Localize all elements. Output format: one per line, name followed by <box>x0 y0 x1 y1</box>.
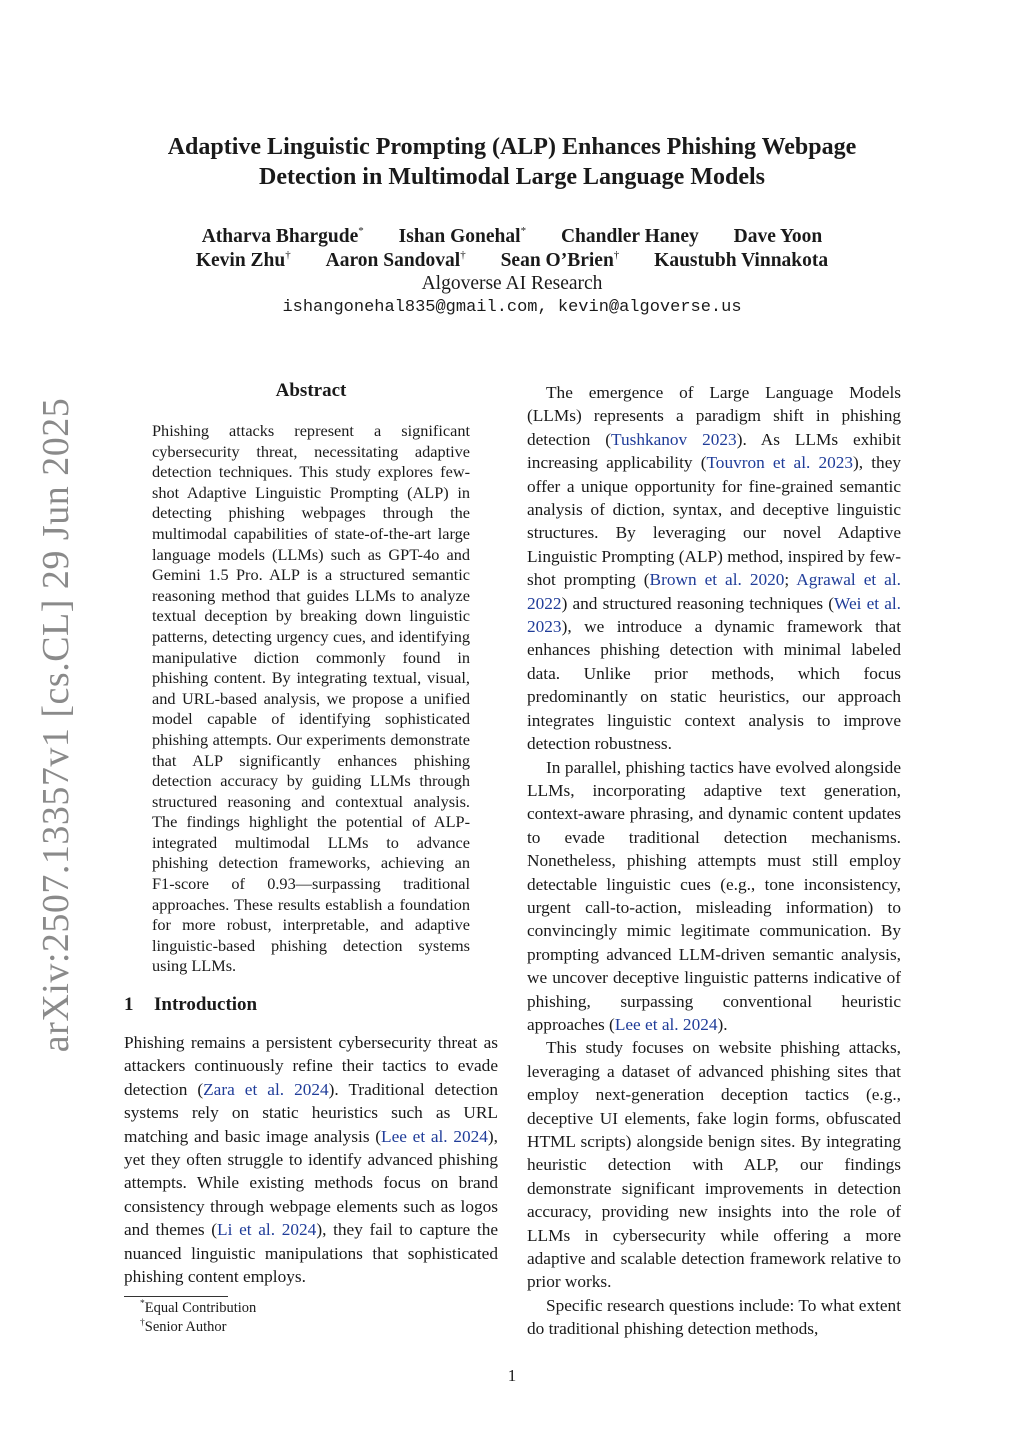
citation-link[interactable]: Agrawal et al. 2022 <box>527 570 901 613</box>
citation-link[interactable]: Zara et al. 2024 <box>203 1079 329 1099</box>
citation-link[interactable]: Lee et al. 2024 <box>614 1014 718 1034</box>
affiliation: Algoverse AI Research <box>421 273 603 294</box>
paper-title <box>112 132 912 192</box>
title-line-1: Adaptive Linguistic Prompting (ALP) Enhances Phishing Webpage <box>167 134 857 160</box>
body-paragraph: This study focuses on website phishing attacks, leveraging a dataset of advanced phishing sites that employ next-generation deception tactics (e.g., deceptive UI elements, fake login forms, obfuscated HTML scripts) alongside benign sites. By integrating heuristic detection with ALP, our findings demonstrate significant improvements in detection accuracy, providing new insights into the role of LLMs in cybersecurity while offering a more adaptive and scalable detection framework relative to prior works. <box>527 1038 901 1292</box>
page-number: 1 <box>507 1366 517 1385</box>
author-row-2 <box>112 249 912 273</box>
section-number: 1 <box>124 994 134 1015</box>
body-paragraph: The emergence of Large Language Models (LLMs) represents a paradigm shift in phishing detection (Tushkanov 2023). As LLMs exhibit increasing applicability (Touvron et al. 2023), they offer a unique opportunity for fine-grained semantic analysis of diction, syntax, and deceptive linguistic structures. By leveraging our novel Adaptive Linguistic Prompting (ALP) method, inspired by few-shot prompting (Brown et al. 2020; Agrawal et al. 2022) and structured reasoning techniques (Wei et al. 2023), we introduce a dynamic framework that enhances phishing detection with minimal labeled data. Unlike prior methods, which focus predominantly on static heuristics, our approach integrates linguistic context analysis to improve detection robustness. <box>527 383 902 754</box>
author: Atharva Bhargude* <box>201 225 364 247</box>
body-paragraph: Specific research questions include: To what extent do traditional phishing detection methods, <box>527 1295 901 1339</box>
footnotes <box>140 1299 480 1337</box>
author: Ishan Gonehal* <box>398 225 527 247</box>
author: Chandler Haney <box>560 226 699 247</box>
citation-link[interactable]: Lee et al. 2024 <box>381 1126 488 1146</box>
citation-link[interactable]: Wei et al. 2023 <box>527 593 901 637</box>
citation-link[interactable]: Tushkanov 2023 <box>611 429 737 449</box>
footnote-equal-contribution: *Equal Contribution <box>140 1299 257 1316</box>
citation-link[interactable]: Brown et al. 2020 <box>649 570 785 590</box>
introduction-paragraph: Phishing remains a persistent cybersecurity threat as attackers continuously refine their tactics to evade detection (Zara et al. 2024). Traditional detection systems rely on static heuristics such as URL matching and basic image analysis (Lee et al. 2024), yet they often struggle to identify advanced phishing attempts. While existing methods focus on brand consistency through webpage elements such as logos and themes (Li et al. 2024), they fail to capture the nuanced linguistic manipulations that sophisticated phishing content employs. <box>124 1033 499 1287</box>
author: Kaustubh Vinnakota <box>654 250 829 271</box>
abstract-heading: Abstract <box>275 380 347 401</box>
arxiv-sidebar-stamp: arXiv:2507.13357v1 [cs.CL] 29 Jun 2025 <box>35 397 77 1053</box>
title-line-2: Detection in Multimodal Large Language Models <box>259 164 765 190</box>
right-column-text <box>527 381 901 1341</box>
body-paragraph: In parallel, phishing tactics have evolved alongside LLMs, incorporating adaptive text generation, context-aware phrasing, and dynamic content updates to evade traditional detection mechanisms. Nonetheless, phishing attempts must still employ detectable linguistic cues (e.g., tone inconsistency, urgent call-to-action, misleading information) to convincingly mimic legitimate communication. By prompting advanced LLM-driven semantic analysis, we uncover deceptive linguistic patterns indicative of phishing, surpassing conventional heuristic approaches (Lee et al. 2024). <box>527 757 901 1034</box>
author-row-1 <box>112 225 912 249</box>
footnote-senior-author: †Senior Author <box>140 1318 227 1335</box>
author-emails[interactable]: ishangonehal835@gmail.com, kevin@algoverse.us <box>282 298 742 317</box>
author: Kevin Zhu† <box>195 249 291 271</box>
author: Sean O’Brien† <box>500 249 620 271</box>
abstract-text: Phishing attacks represent a significant cybersecurity threat, necessitating adaptive detection techniques. This study explores few-shot Adaptive Linguistic Prompting (ALP) in detecting phishing webpages through the multimodal capabilities of state-of-the-art large language models (LLMs) such as GPT-4o and Gemini 1.5 Pro. ALP is a structured semantic reasoning method that guides LLMs to analyze textual deception by breaking down linguistic patterns, detecting urgency cues, and identifying manipulative diction commonly found in phishing content. By integrating textual, visual, and URL-based analysis, we propose a unified model capable of identifying sophisticated phishing attempts. Our experiments demonstrate that ALP significantly enhances phishing detection accuracy by guiding LLMs through structured reasoning and contextual analysis. The findings highlight the potential of ALP-integrated multimodal LLMs to advance phishing detection frameworks, achieving an F1-score of 0.93—surpassing traditional approaches. These results establish a foundation for more robust, interpretable, and adaptive linguistic-based phishing detection systems using LLMs. <box>152 421 470 976</box>
section-heading-introduction <box>124 994 494 1016</box>
author: Dave Yoon <box>733 226 823 247</box>
footnote-rule <box>124 1296 228 1297</box>
author: Aaron Sandoval† <box>325 249 466 271</box>
author-list <box>112 225 912 273</box>
citation-link[interactable]: Li et al. 2024 <box>217 1220 317 1240</box>
section-title: Introduction <box>154 994 258 1015</box>
citation-link[interactable]: Touvron et al. 2023 <box>706 453 854 473</box>
